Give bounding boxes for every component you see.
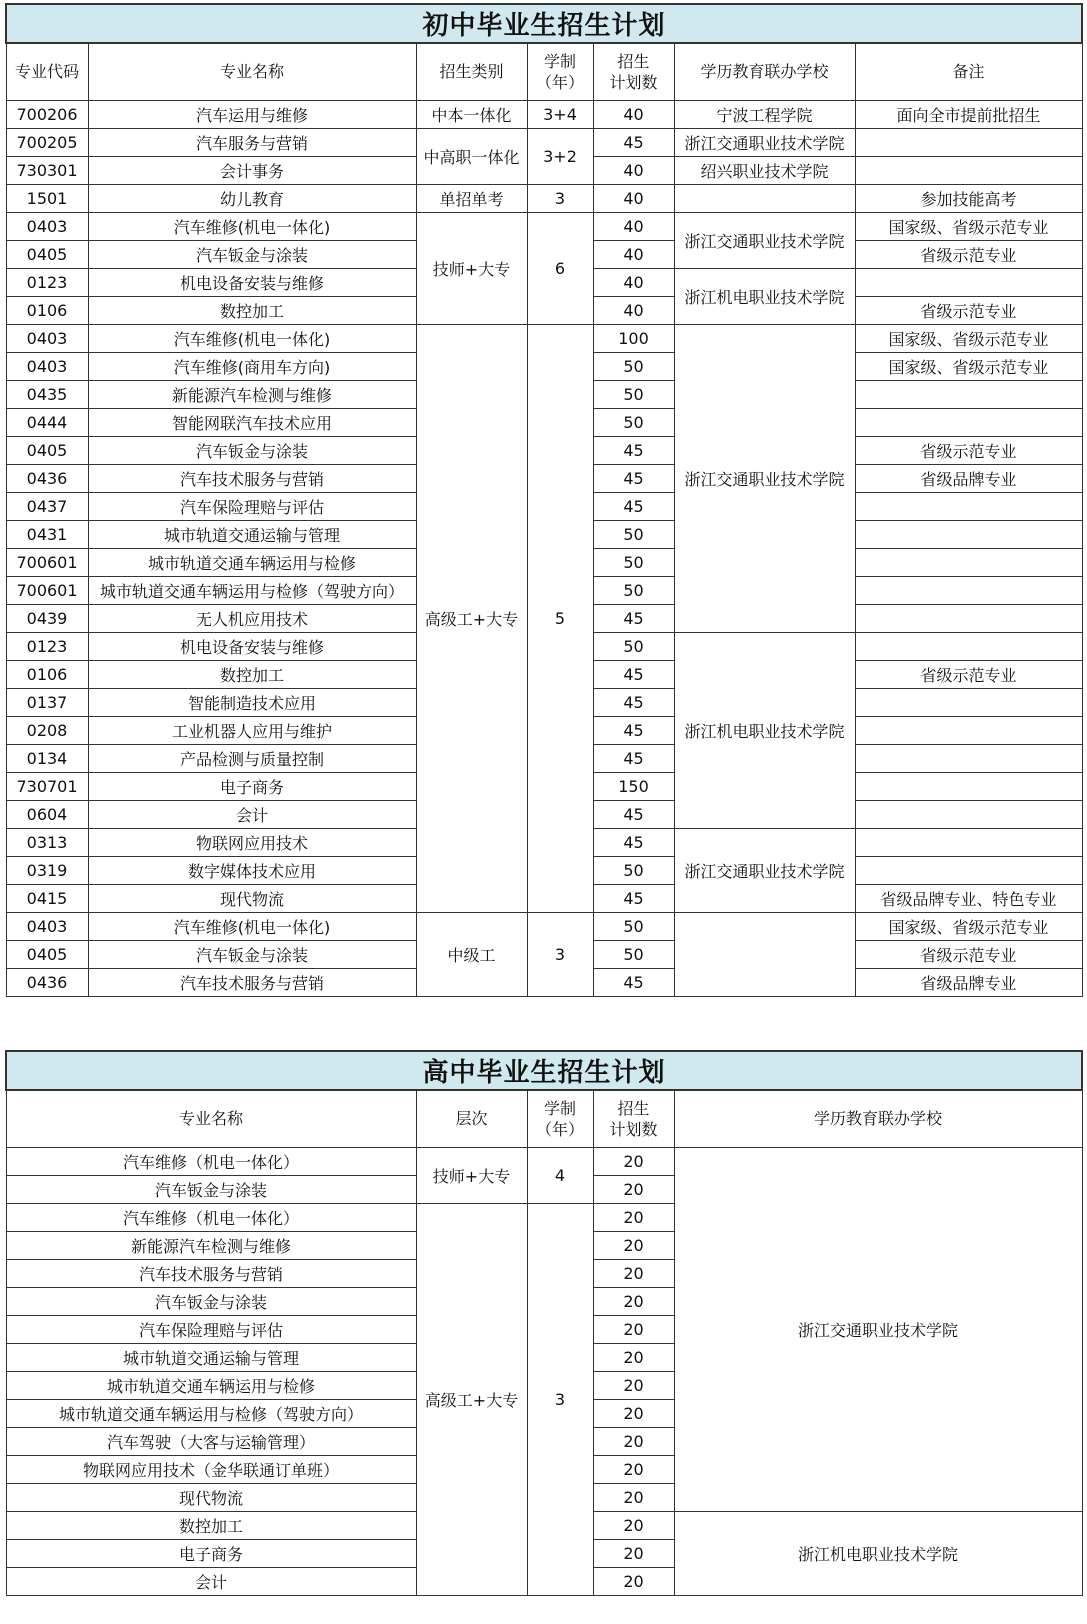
cell-name: 城市轨道交通车辆运用与检修 <box>6 1371 416 1399</box>
table-row <box>6 184 1082 212</box>
cell-type: 中高职一体化 <box>416 128 527 184</box>
cell-note <box>855 128 1082 156</box>
cell-plan: 20 <box>593 1539 674 1567</box>
cell-code: 700206 <box>6 100 88 128</box>
cell-name: 产品检测与质量控制 <box>88 744 416 772</box>
cell-plan: 45 <box>593 828 674 856</box>
table-row <box>6 128 1082 156</box>
table-title: 初中毕业生招生计划 <box>6 4 1082 43</box>
cell-level: 技师+大专 <box>416 1147 527 1203</box>
cell-code: 0405 <box>6 240 88 268</box>
cell-plan: 45 <box>593 604 674 632</box>
cell-plan: 20 <box>593 1147 674 1175</box>
cell-name: 城市轨道交通运输与管理 <box>6 1343 416 1371</box>
cell-name: 汽车维修(机电一体化) <box>88 912 416 940</box>
cell-plan: 45 <box>593 464 674 492</box>
cell-code: 0313 <box>6 828 88 856</box>
cell-plan: 40 <box>593 100 674 128</box>
table-row <box>6 212 1082 240</box>
cell-years: 3 <box>527 1203 593 1595</box>
cell-name: 城市轨道交通车辆运用与检修 <box>88 548 416 576</box>
cell-plan: 45 <box>593 436 674 464</box>
cell-plan: 45 <box>593 492 674 520</box>
cell-note <box>855 492 1082 520</box>
cell-code: 0439 <box>6 604 88 632</box>
col-header: 专业名称 <box>88 43 416 100</box>
cell-name: 会计 <box>6 1567 416 1595</box>
cell-note <box>855 548 1082 576</box>
cell-note <box>855 520 1082 548</box>
cell-note: 面向全市提前批招生 <box>855 100 1082 128</box>
cell-code: 730301 <box>6 156 88 184</box>
cell-plan: 20 <box>593 1483 674 1511</box>
col-header: 招生 计划数 <box>593 43 674 100</box>
cell-plan: 20 <box>593 1399 674 1427</box>
cell-school: 浙江交通职业技术学院 <box>674 324 855 632</box>
cell-code: 0106 <box>6 660 88 688</box>
cell-plan: 20 <box>593 1511 674 1539</box>
cell-name: 汽车运用与维修 <box>88 100 416 128</box>
cell-code: 700205 <box>6 128 88 156</box>
cell-note <box>855 772 1082 800</box>
cell-code: 700601 <box>6 548 88 576</box>
table-row <box>6 100 1082 128</box>
cell-name: 现代物流 <box>6 1483 416 1511</box>
cell-name: 幼儿教育 <box>88 184 416 212</box>
cell-code: 0403 <box>6 324 88 352</box>
cell-name: 汽车维修（机电一体化） <box>6 1147 416 1175</box>
cell-school: 浙江交通职业技术学院 <box>674 828 855 912</box>
cell-code: 0403 <box>6 352 88 380</box>
cell-name: 汽车保险理赔与评估 <box>88 492 416 520</box>
cell-note: 省级示范专业 <box>855 436 1082 464</box>
cell-school: 浙江机电职业技术学院 <box>674 632 855 828</box>
cell-code: 0415 <box>6 884 88 912</box>
cell-code: 0403 <box>6 212 88 240</box>
col-header: 专业代码 <box>6 43 88 100</box>
col-header: 学制 （年） <box>527 1090 593 1147</box>
cell-name: 汽车钣金与涂装 <box>88 436 416 464</box>
cell-code: 0604 <box>6 800 88 828</box>
cell-note: 参加技能高考 <box>855 184 1082 212</box>
cell-plan: 40 <box>593 156 674 184</box>
cell-type: 高级工+大专 <box>416 324 527 912</box>
cell-name: 智能网联汽车技术应用 <box>88 408 416 436</box>
cell-years: 3 <box>527 184 593 212</box>
cell-plan: 20 <box>593 1231 674 1259</box>
cell-school: 绍兴职业技术学院 <box>674 156 855 184</box>
junior-plan-section <box>5 3 1081 997</box>
col-header: 学制 （年） <box>527 43 593 100</box>
cell-name: 工业机器人应用与维护 <box>88 716 416 744</box>
cell-code: 0444 <box>6 408 88 436</box>
cell-name: 数控加工 <box>6 1511 416 1539</box>
cell-school: 浙江机电职业技术学院 <box>674 268 855 324</box>
cell-code: 0431 <box>6 520 88 548</box>
cell-name: 汽车技术服务与营销 <box>88 968 416 996</box>
table-title: 高中毕业生招生计划 <box>6 1051 1082 1090</box>
cell-name: 新能源汽车检测与维修 <box>88 380 416 408</box>
cell-plan: 40 <box>593 184 674 212</box>
cell-plan: 40 <box>593 212 674 240</box>
cell-note <box>855 268 1082 296</box>
cell-note <box>855 800 1082 828</box>
cell-years: 3 <box>527 912 593 996</box>
cell-note: 省级示范专业 <box>855 940 1082 968</box>
cell-code: 0435 <box>6 380 88 408</box>
cell-plan: 20 <box>593 1455 674 1483</box>
cell-plan: 40 <box>593 240 674 268</box>
cell-type: 技师+大专 <box>416 212 527 324</box>
cell-school: 宁波工程学院 <box>674 100 855 128</box>
cell-years: 4 <box>527 1147 593 1203</box>
cell-plan: 45 <box>593 800 674 828</box>
cell-plan: 50 <box>593 576 674 604</box>
cell-plan: 50 <box>593 380 674 408</box>
cell-name: 汽车维修(机电一体化) <box>88 324 416 352</box>
cell-code: 0123 <box>6 632 88 660</box>
cell-plan: 45 <box>593 688 674 716</box>
cell-code: 0319 <box>6 856 88 884</box>
cell-note <box>855 716 1082 744</box>
cell-note <box>855 576 1082 604</box>
cell-note: 省级示范专业 <box>855 296 1082 324</box>
cell-name: 现代物流 <box>88 884 416 912</box>
cell-name: 城市轨道交通车辆运用与检修（驾驶方向） <box>88 576 416 604</box>
cell-note: 省级示范专业 <box>855 240 1082 268</box>
cell-plan: 50 <box>593 940 674 968</box>
cell-name: 物联网应用技术（金华联通订单班） <box>6 1455 416 1483</box>
cell-years: 5 <box>527 324 593 912</box>
cell-name: 无人机应用技术 <box>88 604 416 632</box>
cell-level: 高级工+大专 <box>416 1203 527 1595</box>
cell-note <box>855 828 1082 856</box>
cell-name: 汽车钣金与涂装 <box>88 940 416 968</box>
cell-note <box>855 744 1082 772</box>
cell-plan: 20 <box>593 1371 674 1399</box>
cell-plan: 100 <box>593 324 674 352</box>
cell-code: 730701 <box>6 772 88 800</box>
cell-note <box>855 632 1082 660</box>
cell-name: 数控加工 <box>88 660 416 688</box>
col-header: 备注 <box>855 43 1082 100</box>
cell-name: 数字媒体技术应用 <box>88 856 416 884</box>
cell-code: 0436 <box>6 464 88 492</box>
cell-years: 3+4 <box>527 100 593 128</box>
cell-school <box>674 184 855 212</box>
cell-school: 浙江交通职业技术学院 <box>674 1147 1082 1511</box>
cell-name: 汽车服务与营销 <box>88 128 416 156</box>
cell-plan: 50 <box>593 548 674 576</box>
cell-code: 0106 <box>6 296 88 324</box>
cell-type: 中本一体化 <box>416 100 527 128</box>
cell-name: 汽车钣金与涂装 <box>6 1175 416 1203</box>
cell-name: 会计 <box>88 800 416 828</box>
cell-name: 城市轨道交通车辆运用与检修（驾驶方向） <box>6 1399 416 1427</box>
cell-code: 0134 <box>6 744 88 772</box>
table-header-row <box>6 43 1082 100</box>
cell-plan: 20 <box>593 1315 674 1343</box>
cell-name: 汽车维修(机电一体化) <box>88 212 416 240</box>
table-row <box>6 912 1082 940</box>
cell-name: 汽车驾驶（大客与运输管理） <box>6 1427 416 1455</box>
cell-note <box>855 408 1082 436</box>
cell-plan: 50 <box>593 856 674 884</box>
col-header: 层次 <box>416 1090 527 1147</box>
cell-name: 汽车保险理赔与评估 <box>6 1315 416 1343</box>
cell-note <box>855 604 1082 632</box>
cell-plan: 50 <box>593 520 674 548</box>
cell-plan: 45 <box>593 716 674 744</box>
cell-name: 电子商务 <box>88 772 416 800</box>
cell-plan: 40 <box>593 268 674 296</box>
cell-plan: 20 <box>593 1259 674 1287</box>
cell-plan: 45 <box>593 884 674 912</box>
cell-name: 汽车钣金与涂装 <box>88 240 416 268</box>
cell-note <box>855 380 1082 408</box>
cell-school: 浙江机电职业技术学院 <box>674 1511 1082 1595</box>
cell-name: 数控加工 <box>88 296 416 324</box>
cell-type: 单招单考 <box>416 184 527 212</box>
cell-code: 0405 <box>6 940 88 968</box>
cell-plan: 20 <box>593 1427 674 1455</box>
cell-plan: 20 <box>593 1567 674 1595</box>
cell-school: 浙江交通职业技术学院 <box>674 212 855 268</box>
cell-note: 省级品牌专业、特色专业 <box>855 884 1082 912</box>
cell-note <box>855 856 1082 884</box>
cell-note: 省级示范专业 <box>855 660 1082 688</box>
cell-name: 电子商务 <box>6 1539 416 1567</box>
cell-name: 汽车维修(商用车方向) <box>88 352 416 380</box>
senior-plan-table <box>5 1050 1083 1596</box>
cell-name: 汽车钣金与涂装 <box>6 1287 416 1315</box>
cell-name: 汽车技术服务与营销 <box>88 464 416 492</box>
cell-code: 1501 <box>6 184 88 212</box>
cell-plan: 45 <box>593 128 674 156</box>
junior-plan-table <box>5 3 1083 997</box>
cell-type: 中级工 <box>416 912 527 996</box>
cell-code: 0436 <box>6 968 88 996</box>
table-row <box>6 324 1082 352</box>
cell-plan: 50 <box>593 632 674 660</box>
cell-name: 汽车维修（机电一体化） <box>6 1203 416 1231</box>
cell-note: 国家级、省级示范专业 <box>855 352 1082 380</box>
senior-plan-section <box>5 1050 1081 1596</box>
cell-code: 0208 <box>6 716 88 744</box>
cell-note: 省级品牌专业 <box>855 968 1082 996</box>
cell-years: 6 <box>527 212 593 324</box>
table-header-row <box>6 1090 1082 1147</box>
cell-plan: 20 <box>593 1175 674 1203</box>
cell-school: 浙江交通职业技术学院 <box>674 128 855 156</box>
cell-name: 智能制造技术应用 <box>88 688 416 716</box>
cell-note <box>855 156 1082 184</box>
col-header: 学历教育联办学校 <box>674 43 855 100</box>
cell-name: 机电设备安装与维修 <box>88 632 416 660</box>
cell-plan: 45 <box>593 660 674 688</box>
cell-name: 机电设备安装与维修 <box>88 268 416 296</box>
cell-name: 会计事务 <box>88 156 416 184</box>
cell-code: 0437 <box>6 492 88 520</box>
cell-plan: 40 <box>593 296 674 324</box>
cell-plan: 20 <box>593 1203 674 1231</box>
cell-plan: 150 <box>593 772 674 800</box>
cell-code: 0137 <box>6 688 88 716</box>
cell-plan: 20 <box>593 1287 674 1315</box>
cell-years: 3+2 <box>527 128 593 184</box>
cell-note: 国家级、省级示范专业 <box>855 212 1082 240</box>
cell-name: 物联网应用技术 <box>88 828 416 856</box>
table-row <box>6 1147 1082 1175</box>
cell-plan: 50 <box>593 912 674 940</box>
cell-plan: 45 <box>593 968 674 996</box>
cell-name: 新能源汽车检测与维修 <box>6 1231 416 1259</box>
cell-note: 省级品牌专业 <box>855 464 1082 492</box>
cell-code: 0123 <box>6 268 88 296</box>
cell-school <box>674 912 855 996</box>
cell-plan: 20 <box>593 1343 674 1371</box>
cell-plan: 50 <box>593 408 674 436</box>
cell-note: 国家级、省级示范专业 <box>855 912 1082 940</box>
cell-note <box>855 688 1082 716</box>
cell-plan: 50 <box>593 352 674 380</box>
cell-name: 汽车技术服务与营销 <box>6 1259 416 1287</box>
col-header: 招生类别 <box>416 43 527 100</box>
col-header: 招生 计划数 <box>593 1090 674 1147</box>
cell-plan: 45 <box>593 744 674 772</box>
cell-code: 0405 <box>6 436 88 464</box>
cell-note: 国家级、省级示范专业 <box>855 324 1082 352</box>
cell-name: 城市轨道交通运输与管理 <box>88 520 416 548</box>
col-header: 学历教育联办学校 <box>674 1090 1082 1147</box>
cell-code: 0403 <box>6 912 88 940</box>
cell-code: 700601 <box>6 576 88 604</box>
col-header: 专业名称 <box>6 1090 416 1147</box>
